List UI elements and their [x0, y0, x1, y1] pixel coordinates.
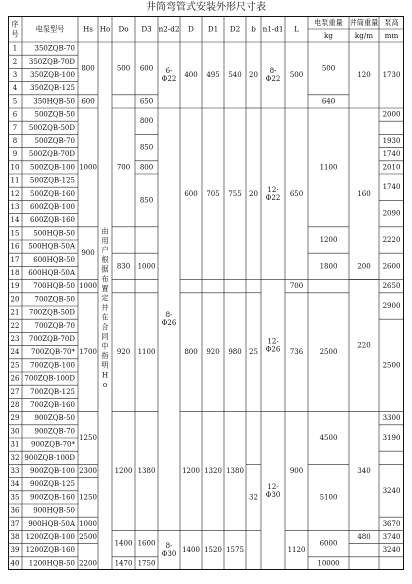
cell-d1: 1320	[204, 467, 222, 475]
ho-note-char: 由	[101, 226, 109, 236]
cell-d2: 1380	[226, 467, 244, 475]
cell-d3: 1380	[137, 467, 156, 475]
row-model: 700ZQB-70*	[30, 348, 75, 357]
row-seq: 20	[10, 295, 20, 304]
ho-note-char: 用	[101, 235, 109, 245]
cell-d3: 850	[139, 143, 154, 152]
cell-hs: 1250	[79, 493, 97, 502]
row-model: 900HQB-50A	[28, 519, 75, 528]
row-model: 500ZQB-50D	[28, 123, 75, 132]
cell-pw: 4500	[319, 434, 338, 442]
row-seq: 13	[10, 203, 20, 211]
row-model: 500ZQB-100	[30, 163, 75, 172]
cell-l: 650	[289, 189, 304, 198]
row-model: 600HQB-50A	[28, 269, 75, 277]
header-do: Do	[118, 24, 129, 34]
cell-hs: 900	[81, 249, 95, 258]
cell-d: 400	[184, 71, 198, 79]
cell-d3: 800	[139, 163, 154, 172]
header-seq-1: 序	[11, 19, 19, 29]
row-seq: 39	[10, 546, 20, 555]
row-model: 900ZQB-70	[34, 427, 75, 436]
cell-hs: 2300	[79, 467, 97, 475]
row-seq: 35	[10, 493, 20, 502]
cell-d1: 1520	[204, 546, 222, 555]
cell-n2d2: Φ30	[161, 550, 177, 559]
row-seq: 28	[10, 401, 20, 409]
row-model: 700ZQB-100D	[24, 374, 75, 383]
header-hs: Hs	[83, 24, 93, 34]
cell-do: 1400	[114, 539, 133, 548]
cell-ph: 1930	[382, 137, 401, 145]
row-seq: 27	[10, 387, 20, 396]
ho-note-char: H	[101, 370, 109, 380]
cell-n1d1: Φ30	[265, 490, 281, 499]
cell-n2d2: Φ22	[161, 75, 177, 83]
header-model: 电泵型号	[35, 24, 65, 34]
cell-b: 20	[249, 71, 258, 79]
cell-ph: 3670	[382, 519, 401, 528]
row-model: 600HQB-50	[33, 255, 75, 264]
ho-note-char: 指	[101, 351, 109, 361]
cell-hs: 800	[81, 64, 95, 73]
cell-n2d2: 8-	[165, 542, 173, 551]
cell-ph: 3740	[382, 533, 401, 541]
cell-hs: 1000	[79, 282, 97, 291]
cell-n1d1: 12-	[267, 185, 279, 194]
row-model: 700ZQB-70D	[28, 335, 75, 343]
cell-sw: 340	[357, 467, 371, 475]
row-model: 500ZQB-70D	[28, 150, 75, 159]
cell-l: 736	[289, 348, 304, 357]
row-model: 1200HQB-50	[28, 559, 75, 568]
row-model: 350ZQB-70D	[28, 57, 75, 66]
cell-ph: 2650	[382, 282, 401, 291]
cell-l: 500	[289, 71, 304, 79]
cell-d1: 705	[206, 189, 220, 198]
cell-ph: 2220	[382, 236, 401, 244]
row-seq: 6	[12, 110, 18, 119]
row-seq: 4	[12, 84, 18, 93]
row-seq: 31	[10, 440, 20, 449]
header-seq-2: 号	[11, 29, 19, 39]
row-seq: 30	[10, 427, 20, 436]
cell-d2: 540	[228, 71, 242, 79]
ho-note-char: 中	[101, 341, 109, 351]
ho-note-char: 同	[101, 331, 109, 341]
row-seq: 34	[10, 480, 20, 489]
row-model: 700ZQB-160	[30, 401, 75, 409]
header-d3: D3	[141, 24, 152, 34]
row-model: 1200ZQB-100	[25, 533, 75, 541]
cell-n2d2: Φ26	[161, 319, 177, 328]
row-seq: 15	[10, 229, 20, 238]
cell-d3: 1600	[137, 539, 156, 548]
cell-d3: 650	[139, 97, 154, 106]
row-model: 500ZQB-125	[30, 176, 75, 185]
row-model: 350HQB-50	[33, 97, 75, 106]
ho-note-char: 据	[101, 264, 109, 274]
cell-hs: 1250	[79, 434, 97, 442]
row-model: 500ZQB-160	[30, 189, 75, 198]
cell-d2: 755	[228, 189, 242, 198]
page-title: 井筒弯管式安装外形尺寸表	[146, 2, 266, 13]
ho-note-char: 在	[101, 312, 109, 322]
cell-sw: 160	[357, 189, 371, 198]
cell-d3: 600	[139, 64, 154, 73]
row-seq: 2	[12, 57, 18, 66]
row-seq: 36	[10, 506, 20, 515]
cell-hs: 1000	[79, 163, 97, 172]
cell-hs: 1700	[79, 348, 97, 357]
cell-d: 1400	[182, 546, 200, 555]
row-seq: 3	[12, 71, 18, 79]
ho-note-char: o	[102, 379, 108, 389]
cell-ph: 2600	[382, 262, 401, 271]
row-seq: 10	[10, 163, 20, 172]
cell-do: 920	[116, 348, 131, 357]
header-d1: D1	[207, 24, 219, 34]
cell-l: 700	[289, 282, 304, 291]
row-model: 500HQB-50A	[28, 242, 75, 251]
cell-pw: 1200	[319, 236, 338, 244]
header-pump-height: 泵高	[384, 18, 399, 27]
cell-n1d1: 8-	[269, 67, 277, 75]
cell-sw: 200	[357, 262, 371, 271]
header-n2d2: n2-d2	[158, 24, 180, 34]
row-seq: 26	[10, 374, 20, 383]
cell-do: 830	[116, 262, 131, 271]
row-model: 700ZQB-50D	[28, 308, 75, 317]
cell-do: 500	[116, 64, 131, 73]
header-shaft-weight: 井筒重量	[349, 18, 379, 27]
dimension-table-grid	[8, 16, 404, 570]
dimension-table	[8, 16, 404, 570]
row-seq: 11	[10, 176, 20, 185]
cell-d2: 1575	[226, 546, 244, 555]
row-seq: 40	[10, 559, 20, 568]
row-seq: 7	[12, 123, 18, 132]
row-model: 900ZQB-100D	[24, 453, 75, 462]
cell-n1d1: 12-	[267, 337, 279, 346]
row-seq: 18	[10, 269, 20, 277]
cell-d3: 850	[139, 196, 154, 205]
row-seq: 5	[12, 97, 18, 106]
ho-note-char: 井	[101, 303, 109, 313]
row-seq: 22	[10, 321, 20, 330]
row-model: 900ZQB-50	[34, 414, 75, 423]
cell-do: 700	[116, 163, 131, 172]
cell-d3: 1750	[137, 559, 156, 568]
header-d2: D2	[229, 24, 241, 34]
cell-ph: 2090	[382, 209, 401, 218]
cell-sw: 480	[357, 533, 371, 541]
cell-d: 800	[184, 348, 198, 357]
row-model: 700ZQB-70	[34, 321, 75, 330]
row-model: 350ZQB-100	[30, 71, 75, 79]
cell-b: 20	[249, 189, 258, 198]
row-seq: 12	[10, 189, 20, 198]
row-seq: 29	[10, 414, 20, 423]
cell-ph: 1740	[382, 183, 401, 192]
row-model: 900ZQB-160	[30, 493, 75, 502]
ho-note-char: 明	[101, 360, 109, 370]
cell-n1d1: 12-	[267, 482, 279, 491]
row-seq: 17	[10, 255, 20, 264]
row-seq: 24	[10, 348, 20, 357]
row-model: 1200ZQB-160	[25, 546, 75, 555]
cell-d1: 920	[206, 348, 220, 357]
header-ho: Ho	[99, 24, 111, 34]
row-model: 500ZQB-50	[34, 110, 75, 119]
row-model: 600ZQB-160	[30, 216, 75, 225]
ho-note-char: 布	[101, 274, 109, 284]
cell-d3: 1100	[137, 348, 156, 357]
row-seq: 21	[10, 308, 20, 317]
row-seq: 33	[10, 467, 20, 475]
row-seq: 25	[10, 361, 20, 370]
cell-n2d2: 8-	[165, 311, 173, 320]
cell-n2d2: 6-	[165, 67, 173, 75]
row-seq: 8	[12, 137, 18, 145]
header-pump-weight: 电泵重量	[314, 18, 343, 27]
ho-note-char: 根	[101, 255, 109, 265]
cell-d2: 980	[228, 348, 242, 357]
row-model: 700HQB-50	[33, 282, 75, 291]
row-seq: 16	[10, 242, 20, 251]
row-seq: 23	[10, 335, 20, 343]
cell-d1: 495	[206, 71, 220, 79]
row-model: 900ZQB-125	[30, 480, 75, 489]
header-l: L	[294, 24, 299, 34]
cell-ph: 3240	[382, 486, 401, 495]
cell-pw: 1800	[319, 262, 338, 271]
cell-pw: 5100	[319, 493, 338, 502]
row-model: 500HQB-50	[33, 229, 75, 238]
cell-ph: 3240	[382, 546, 401, 555]
cell-pw: 500	[321, 64, 336, 73]
cell-pw: 10000	[317, 559, 340, 568]
cell-pw: 640	[321, 97, 336, 106]
cell-pw: 2500	[319, 348, 338, 357]
cell-hs: 600	[81, 97, 95, 106]
cell-ph: 3300	[382, 414, 401, 423]
row-seq: 38	[10, 533, 20, 541]
header-pump-weight-unit: kg	[324, 31, 333, 40]
cell-sw: 120	[357, 71, 371, 79]
cell-ph: 1730	[382, 71, 401, 79]
cell-ph: 2000	[382, 110, 401, 119]
ho-note-char: 户	[101, 245, 109, 255]
cell-ph: 1740	[382, 150, 401, 159]
cell-n1d1: Φ22	[265, 193, 281, 202]
cell-l: 1120	[287, 546, 306, 555]
cell-hs: 2200	[79, 559, 97, 568]
row-model: 350ZQB-125	[30, 84, 75, 93]
row-seq: 14	[10, 216, 20, 225]
cell-hs: 1000	[79, 519, 97, 528]
row-seq: 37	[10, 519, 20, 528]
cell-n1d1: Φ26	[265, 345, 281, 354]
cell-d: 1200	[182, 467, 200, 475]
cell-d3: 800	[139, 117, 154, 126]
header-d: D	[188, 24, 194, 34]
row-seq: 9	[12, 150, 18, 159]
cell-pw: 6000	[319, 539, 338, 548]
row-model: 900ZQB-100	[30, 467, 75, 475]
cell-hs: 2500	[79, 533, 97, 541]
cell-ph: 3190	[382, 434, 401, 442]
row-model: 500ZQB-70	[34, 137, 75, 145]
cell-ph: 2900	[382, 302, 401, 310]
ho-note-char: 定	[101, 293, 109, 303]
cell-n1d1: Φ22	[265, 75, 281, 83]
ho-note-char: 置	[101, 283, 109, 293]
cell-ph: 2500	[382, 361, 401, 370]
cell-b: 25	[249, 348, 258, 357]
cell-d: 600	[184, 189, 198, 198]
cell-do: 1470	[114, 559, 133, 568]
row-seq: 19	[10, 282, 20, 291]
cell-d3: 1000	[137, 262, 156, 271]
row-model: 350ZQB-70	[34, 44, 75, 53]
cell-l: 900	[289, 467, 304, 475]
header-pump-height-unit: mm	[384, 31, 399, 40]
row-seq: 32	[10, 453, 20, 462]
row-model: 900HQB-50	[33, 506, 75, 515]
row-model: 600ZQB-100	[30, 203, 75, 211]
cell-pw: 1100	[319, 163, 338, 172]
cell-do: 1200	[114, 467, 133, 475]
cell-sw: 220	[357, 341, 371, 350]
header-shaft-weight-unit: kg/m	[354, 31, 374, 40]
row-model: 700ZQB-50	[34, 295, 75, 304]
cell-ph: 2010	[382, 163, 401, 172]
row-seq: 1	[12, 44, 18, 53]
header-n1d1: n1-d1	[262, 24, 284, 34]
cell-b: 32	[249, 493, 258, 502]
row-model: 900ZQB-70*	[30, 440, 75, 449]
ho-note-char: 合	[101, 322, 109, 332]
row-model: 700ZQB-125	[30, 387, 75, 396]
row-model: 700ZQB-100	[30, 361, 75, 370]
header-b: b	[251, 24, 256, 34]
